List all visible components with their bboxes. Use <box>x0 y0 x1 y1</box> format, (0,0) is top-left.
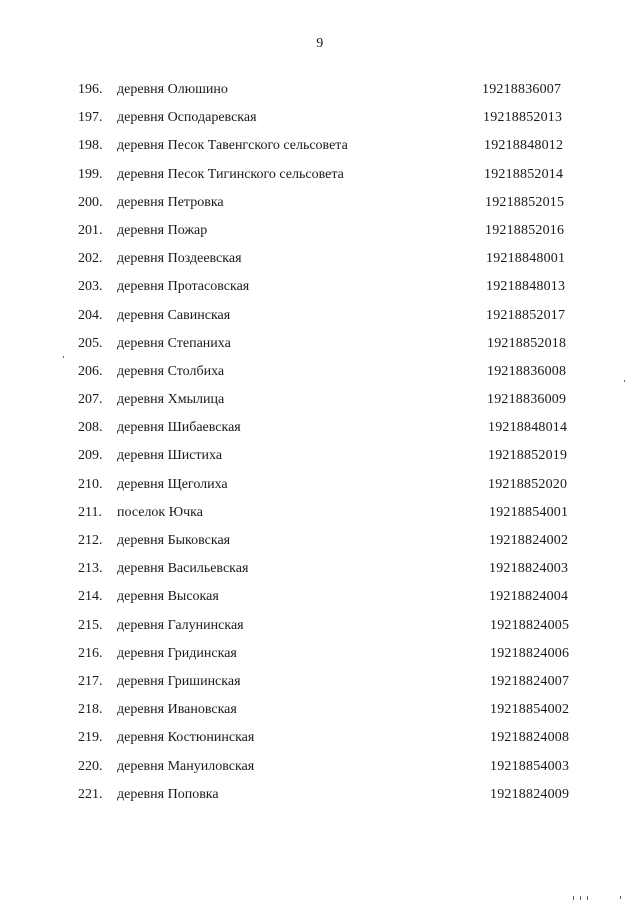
list-item <box>0 165 640 193</box>
item-number: 216. <box>78 645 103 661</box>
item-name: деревня Высокая <box>117 589 219 605</box>
list-item <box>0 193 640 221</box>
item-code: 19218854003 <box>490 758 570 774</box>
item-name: деревня Ивановская <box>117 702 237 718</box>
scan-speck <box>620 896 621 899</box>
item-name: деревня Щеголиха <box>117 476 228 492</box>
item-code: 19218852020 <box>488 476 568 492</box>
list-item <box>0 108 640 136</box>
list-item <box>0 644 640 672</box>
item-code: 19218852015 <box>485 194 565 210</box>
list-item <box>0 559 640 587</box>
item-number: 220. <box>78 758 103 774</box>
item-code: 19218824004 <box>489 589 569 605</box>
item-code: 19218824006 <box>490 645 570 661</box>
item-code: 19218824008 <box>490 730 570 746</box>
item-name: деревня Быковская <box>117 533 231 548</box>
page-number: 9 <box>316 36 324 51</box>
item-code: 19218848013 <box>486 279 566 295</box>
item-code: 19218852013 <box>483 110 563 126</box>
item-name: деревня Савинская <box>117 307 231 323</box>
item-name: деревня Поповка <box>117 786 219 802</box>
item-number: 219. <box>78 730 103 746</box>
item-number: 211. <box>78 504 102 520</box>
list-item <box>0 446 640 474</box>
item-name: поселок Ючка <box>117 504 203 520</box>
list-item <box>0 249 640 277</box>
item-number: 197. <box>78 110 103 126</box>
item-name: деревня Поздеевская <box>117 251 242 267</box>
item-code: 19218852014 <box>484 166 564 182</box>
item-number: 201. <box>78 222 103 238</box>
item-code: 19218848001 <box>486 251 566 267</box>
item-code: 19218824009 <box>490 786 570 802</box>
item-code: 19218848014 <box>488 420 568 436</box>
list-item <box>0 587 640 615</box>
scan-speck <box>573 896 574 900</box>
item-name: деревня Песок Тигинского сельсовета <box>117 166 344 182</box>
item-name: деревня Шибаевская <box>117 420 241 436</box>
item-number: 221. <box>78 786 103 802</box>
item-number: 198. <box>78 138 103 154</box>
item-number: 209. <box>78 448 103 464</box>
list-item <box>0 785 640 813</box>
item-code: 19218836007 <box>482 82 562 97</box>
scan-speck <box>580 896 581 900</box>
item-name: деревня Гришинская <box>117 673 241 689</box>
item-code: 19218852019 <box>488 448 568 464</box>
item-name: деревня Хмылица <box>117 392 225 408</box>
item-code: 19218824003 <box>489 561 569 577</box>
list-item <box>0 221 640 249</box>
item-code: 19218854001 <box>489 504 569 520</box>
item-number: 206. <box>78 363 103 379</box>
list-item <box>0 80 640 108</box>
item-code: 19218824007 <box>490 673 570 689</box>
item-code: 19218852018 <box>487 335 567 351</box>
item-name: деревня Олюшино <box>117 82 228 97</box>
list-item <box>0 277 640 305</box>
list-item <box>0 136 640 164</box>
item-number: 208. <box>78 420 103 436</box>
item-number: 204. <box>78 307 103 323</box>
list-item <box>0 700 640 728</box>
list-item <box>0 418 640 446</box>
item-name: деревня Песок Тавенгского сельсовета <box>117 138 348 154</box>
item-name: деревня Костюнинская <box>117 730 255 746</box>
item-number: 218. <box>78 702 103 718</box>
list-item <box>0 616 640 644</box>
item-name: деревня Галунинская <box>117 617 244 633</box>
item-number: 212. <box>78 533 103 548</box>
item-number: 213. <box>78 561 103 577</box>
item-number: 196. <box>78 82 103 97</box>
list-item <box>0 728 640 756</box>
list-item <box>0 334 640 362</box>
list-item <box>0 531 640 559</box>
item-name: деревня Протасовская <box>117 279 250 295</box>
item-number: 217. <box>78 673 103 689</box>
item-code: 19218852016 <box>485 222 565 238</box>
item-number: 214. <box>78 589 103 605</box>
item-code: 19218824002 <box>489 533 569 548</box>
item-name: деревня Гридинская <box>117 645 237 661</box>
settlement-list <box>0 80 640 813</box>
list-item <box>0 475 640 503</box>
list-item <box>0 503 640 531</box>
scan-speck <box>587 896 588 900</box>
item-number: 207. <box>78 392 103 408</box>
list-item <box>0 362 640 390</box>
item-name: деревня Столбиха <box>117 363 225 379</box>
item-code: 19218824005 <box>490 617 570 633</box>
item-number: 215. <box>78 617 103 633</box>
item-code: 19218854002 <box>490 702 570 718</box>
item-name: деревня Мануиловская <box>117 758 255 774</box>
item-name: деревня Васильевская <box>117 561 249 577</box>
item-name: деревня Пожар <box>117 222 208 238</box>
item-number: 205. <box>78 335 103 351</box>
list-item <box>0 390 640 418</box>
item-number: 199. <box>78 166 103 182</box>
item-number: 202. <box>78 251 103 267</box>
item-code: 19218836008 <box>487 363 567 379</box>
item-number: 200. <box>78 194 103 210</box>
item-name: деревня Осподаревская <box>117 110 257 126</box>
item-code: 19218852017 <box>486 307 566 323</box>
list-item <box>0 757 640 785</box>
item-number: 203. <box>78 279 103 295</box>
item-name: деревня Шистиха <box>117 448 223 464</box>
list-item <box>0 306 640 334</box>
list-item <box>0 672 640 700</box>
scan-speck <box>624 380 625 382</box>
item-code: 19218836009 <box>487 392 567 408</box>
scan-speck <box>63 356 64 358</box>
item-name: деревня Степаниха <box>117 335 231 351</box>
item-name: деревня Петровка <box>117 194 224 210</box>
item-number: 210. <box>78 476 103 492</box>
item-code: 19218848012 <box>484 138 564 154</box>
